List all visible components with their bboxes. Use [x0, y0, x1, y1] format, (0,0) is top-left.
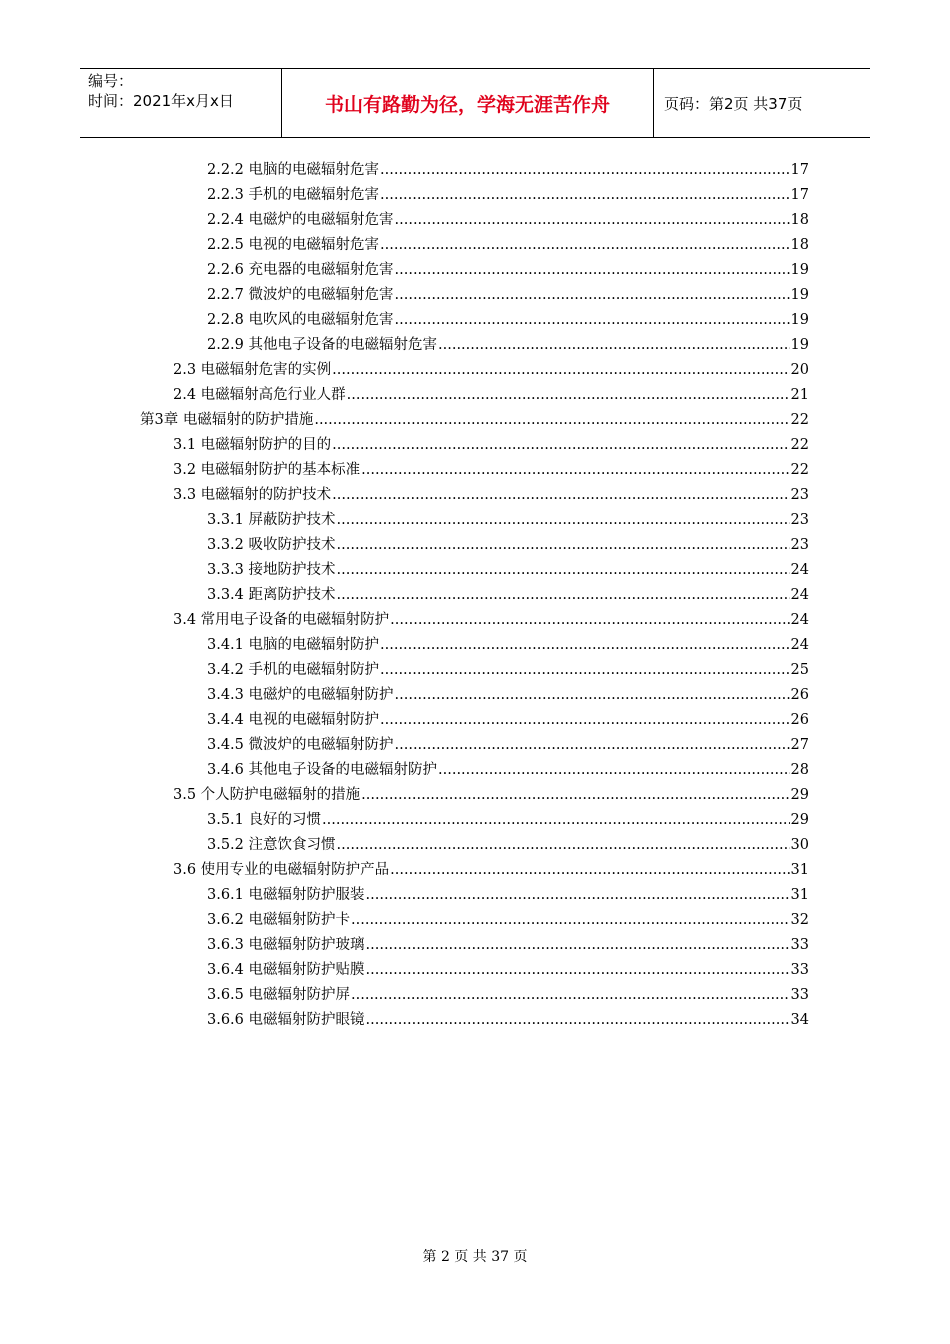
- toc-entry[interactable]: [207, 833, 809, 858]
- toc-entry-title: 3.5.1 良好的习惯: [207, 812, 322, 828]
- header-page-info: 页码：第2页 共37页: [664, 94, 803, 113]
- toc-entry-title: 3.6.4 电磁辐射防护贴膜: [207, 962, 365, 978]
- toc-entry-page: 19: [790, 312, 809, 328]
- toc-entry[interactable]: [207, 908, 809, 933]
- toc-entry[interactable]: [207, 333, 809, 358]
- toc-entry-title: 2.2.3 手机的电磁辐射危害: [207, 187, 380, 203]
- toc-entry[interactable]: [207, 708, 809, 733]
- toc-entry-page: 31: [790, 887, 809, 903]
- toc-entry[interactable]: [207, 633, 809, 658]
- toc-dot-leader: [380, 183, 790, 208]
- toc-dot-leader: [438, 758, 790, 783]
- toc-entry-title: 3.4.4 电视的电磁辐射防护: [207, 712, 380, 728]
- toc-entry-title: 3.6.2 电磁辐射防护卡: [207, 912, 351, 928]
- toc-dot-leader: [438, 333, 790, 358]
- toc-entry[interactable]: [207, 183, 809, 208]
- toc-entry-title: 3.4.2 手机的电磁辐射防护: [207, 662, 380, 678]
- toc-entry[interactable]: [173, 458, 809, 483]
- toc-dot-leader: [390, 608, 789, 633]
- toc-dot-leader: [395, 283, 790, 308]
- document-number-label: 编号：: [88, 72, 134, 90]
- toc-entry[interactable]: [207, 1008, 809, 1033]
- toc-entry-page: 18: [790, 237, 809, 253]
- toc-entry-page: 23: [790, 537, 809, 553]
- toc-entry-title: 2.2.8 电吹风的电磁辐射危害: [207, 312, 394, 328]
- toc-entry-title: 2.2.6 充电器的电磁辐射危害: [207, 262, 394, 278]
- toc-entry-page: 34: [790, 1012, 809, 1028]
- toc-entry-title: 3.6.6 电磁辐射防护眼镜: [207, 1012, 365, 1028]
- toc-entry-page: 29: [790, 812, 809, 828]
- toc-entry-page: 33: [790, 962, 809, 978]
- toc-entry-page: 28: [790, 762, 809, 778]
- toc-dot-leader: [337, 583, 790, 608]
- toc-entry-title: 2.2.4 电磁炉的电磁辐射危害: [207, 212, 394, 228]
- toc-entry-title: 3.6.5 电磁辐射防护屏: [207, 987, 351, 1003]
- toc-entry-title: 2.2.2 电脑的电磁辐射危害: [207, 162, 380, 178]
- header-motto: 书山有路勤为径，学海无涯苦作舟: [282, 69, 654, 137]
- toc-entry-page: 19: [790, 337, 809, 353]
- toc-dot-leader: [395, 683, 790, 708]
- toc-dot-leader: [361, 783, 789, 808]
- toc-dot-leader: [380, 658, 790, 683]
- toc-dot-leader: [337, 833, 790, 858]
- toc-entry[interactable]: [173, 383, 809, 408]
- toc-entry-title: 2.2.9 其他电子设备的电磁辐射危害: [207, 337, 438, 353]
- toc-dot-leader: [395, 308, 790, 333]
- toc-entry[interactable]: [207, 683, 809, 708]
- toc-entry-page: 23: [790, 512, 809, 528]
- toc-dot-leader: [395, 258, 790, 283]
- toc-entry-title: 3.6.3 电磁辐射防护玻璃: [207, 937, 365, 953]
- toc-dot-leader: [366, 958, 790, 983]
- toc-entry[interactable]: [207, 808, 809, 833]
- toc-dot-leader: [332, 433, 789, 458]
- toc-entry-page: 32: [790, 912, 809, 928]
- toc-entry-title: 2.4 电磁辐射高危行业人群: [173, 387, 346, 403]
- toc-dot-leader: [380, 158, 790, 183]
- toc-entry-page: 31: [790, 862, 809, 878]
- toc-entry-page: 26: [790, 712, 809, 728]
- toc-entry-title: 2.2.7 微波炉的电磁辐射危害: [207, 287, 394, 303]
- toc-entry[interactable]: [207, 283, 809, 308]
- toc-entry[interactable]: [173, 608, 809, 633]
- toc-entry[interactable]: [207, 258, 809, 283]
- page-header: [80, 68, 870, 138]
- toc-dot-leader: [380, 633, 790, 658]
- toc-entry[interactable]: [207, 933, 809, 958]
- toc-entry-title: 3.4.6 其他电子设备的电磁辐射防护: [207, 762, 438, 778]
- toc-entry-title: 3.5 个人防护电磁辐射的措施: [173, 787, 361, 803]
- toc-entry-title: 第3章 电磁辐射的防护措施: [140, 412, 314, 428]
- toc-entry-page: 29: [790, 787, 809, 803]
- toc-entry-page: 23: [790, 487, 809, 503]
- toc-dot-leader: [314, 408, 789, 433]
- toc-dot-leader: [337, 508, 790, 533]
- page-footer: [0, 1246, 950, 1266]
- toc-entry[interactable]: [207, 583, 809, 608]
- toc-entry[interactable]: [207, 733, 809, 758]
- toc-entry[interactable]: [207, 883, 809, 908]
- toc-entry-title: 3.6.1 电磁辐射防护服装: [207, 887, 365, 903]
- toc-entry-page: 17: [790, 187, 809, 203]
- toc-entry-title: 3.1 电磁辐射防护的目的: [173, 437, 332, 453]
- toc-entry-page: 25: [790, 662, 809, 678]
- toc-entry[interactable]: [173, 483, 809, 508]
- toc-entry-title: 3.3.1 屏蔽防护技术: [207, 512, 336, 528]
- toc-entry[interactable]: [207, 208, 809, 233]
- toc-entry-page: 33: [790, 987, 809, 1003]
- toc-entry-title: 3.3.2 吸收防护技术: [207, 537, 336, 553]
- toc-entry-title: 3.6 使用专业的电磁辐射防护产品: [173, 862, 390, 878]
- toc-entry[interactable]: [207, 158, 809, 183]
- toc-dot-leader: [351, 908, 790, 933]
- toc-dot-leader: [332, 358, 789, 383]
- toc-dot-leader: [361, 458, 789, 483]
- toc-entry-page: 27: [790, 737, 809, 753]
- toc-entry-title: 3.3.4 距离防护技术: [207, 587, 336, 603]
- toc-dot-leader: [380, 233, 790, 258]
- toc-entry-title: 3.4.1 电脑的电磁辐射防护: [207, 637, 380, 653]
- document-time-label: 时间：2021年x月x日: [88, 92, 234, 110]
- toc-entry-page: 20: [790, 362, 809, 378]
- toc-entry-title: 3.4.3 电磁炉的电磁辐射防护: [207, 687, 394, 703]
- toc-entry-title: 2.3 电磁辐射危害的实例: [173, 362, 332, 378]
- toc-entry[interactable]: [207, 233, 809, 258]
- toc-entry[interactable]: [173, 433, 809, 458]
- toc-dot-leader: [395, 208, 790, 233]
- toc-entry[interactable]: [207, 308, 809, 333]
- toc-dot-leader: [380, 708, 790, 733]
- toc-entry-title: 3.4.5 微波炉的电磁辐射防护: [207, 737, 394, 753]
- toc-entry-page: 30: [790, 837, 809, 853]
- toc-entry-page: 19: [790, 262, 809, 278]
- toc-dot-leader: [332, 483, 789, 508]
- toc-entry-page: 24: [790, 562, 809, 578]
- toc-entry[interactable]: [140, 408, 809, 433]
- toc-entry[interactable]: [207, 983, 809, 1008]
- toc-dot-leader: [347, 383, 790, 408]
- toc-entry-page: 26: [790, 687, 809, 703]
- header-meta: [80, 69, 282, 137]
- toc-dot-leader: [390, 858, 789, 883]
- toc-dot-leader: [366, 1008, 790, 1033]
- toc-entry-page: 18: [790, 212, 809, 228]
- toc-dot-leader: [395, 733, 790, 758]
- toc-dot-leader: [366, 883, 790, 908]
- table-of-contents: [0, 158, 950, 1033]
- toc-entry[interactable]: [173, 358, 809, 383]
- footer-page-number: 第 2 页 共 37 页: [422, 1249, 528, 1265]
- toc-entry[interactable]: [207, 533, 809, 558]
- toc-entry[interactable]: [173, 858, 809, 883]
- toc-entry-page: 24: [790, 612, 809, 628]
- toc-dot-leader: [322, 808, 790, 833]
- toc-entry-page: 24: [790, 587, 809, 603]
- toc-entry[interactable]: [173, 783, 809, 808]
- toc-entry-page: 17: [790, 162, 809, 178]
- toc-entry-page: 19: [790, 287, 809, 303]
- toc-entry-page: 33: [790, 937, 809, 953]
- toc-entry-page: 24: [790, 637, 809, 653]
- toc-dot-leader: [351, 983, 790, 1008]
- toc-dot-leader: [337, 558, 790, 583]
- toc-dot-leader: [337, 533, 790, 558]
- toc-entry-page: 22: [790, 462, 809, 478]
- toc-entry[interactable]: [207, 558, 809, 583]
- toc-entry-title: 2.2.5 电视的电磁辐射危害: [207, 237, 380, 253]
- toc-entry[interactable]: [207, 658, 809, 683]
- toc-entry-title: 3.4 常用电子设备的电磁辐射防护: [173, 612, 390, 628]
- toc-entry-page: 21: [790, 387, 809, 403]
- toc-entry-title: 3.3.3 接地防护技术: [207, 562, 336, 578]
- toc-entry-page: 22: [790, 412, 809, 428]
- toc-entry[interactable]: [207, 758, 809, 783]
- toc-dot-leader: [366, 933, 790, 958]
- toc-entry[interactable]: [207, 508, 809, 533]
- toc-entry-page: 22: [790, 437, 809, 453]
- toc-entry-title: 3.3 电磁辐射的防护技术: [173, 487, 332, 503]
- toc-entry-title: 3.5.2 注意饮食习惯: [207, 837, 336, 853]
- toc-entry-title: 3.2 电磁辐射防护的基本标准: [173, 462, 361, 478]
- toc-entry[interactable]: [207, 958, 809, 983]
